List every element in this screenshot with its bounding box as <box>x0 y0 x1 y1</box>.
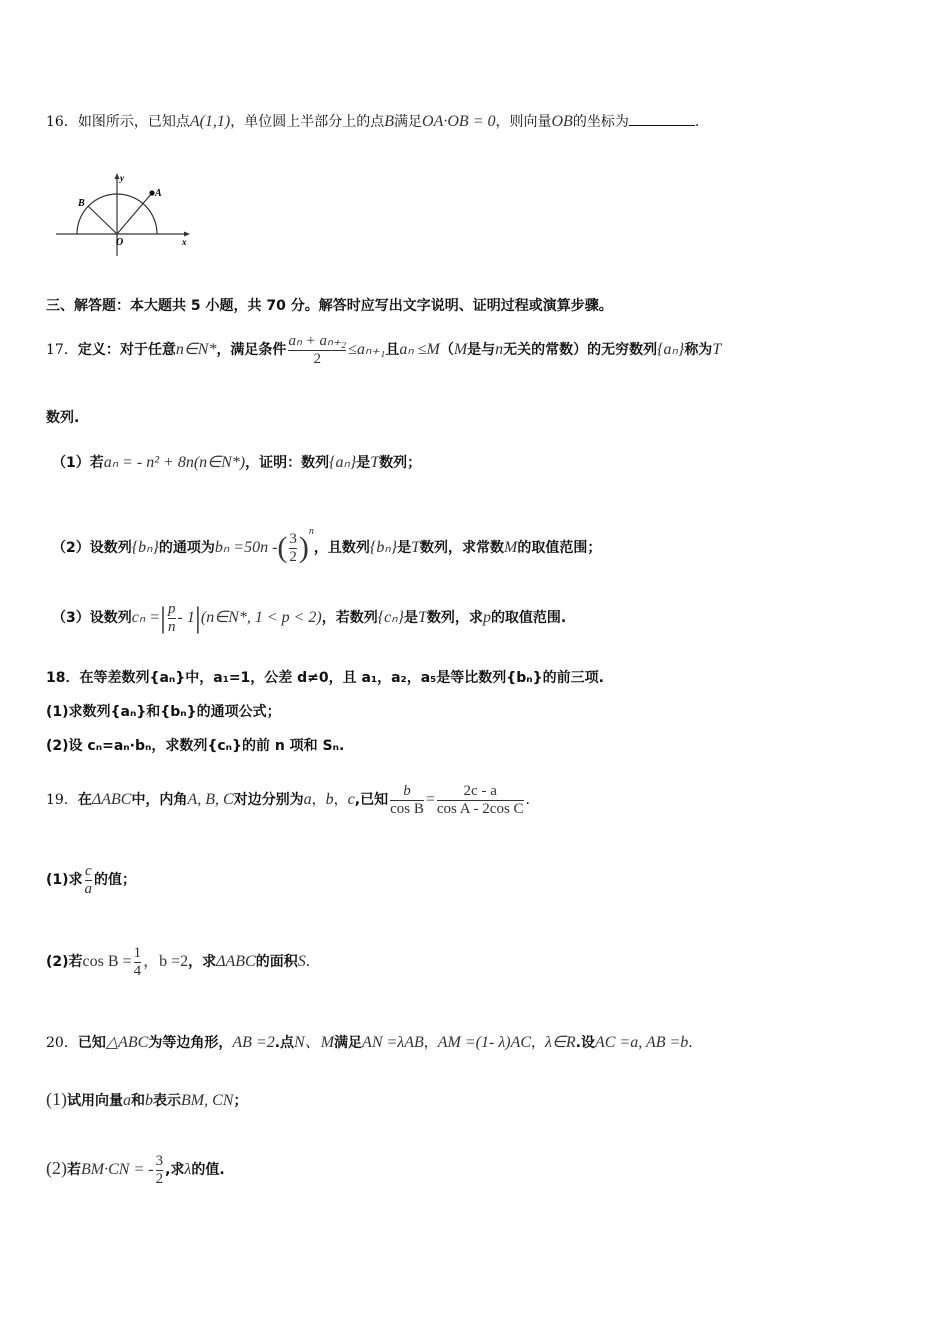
label-b: B <box>78 198 85 209</box>
q17-part2: （2）设数列{bₙ}的通项为bₙ =50n -( $\frac{3}{2}$ )$^n$，且数列{bₙ}是T数列，求常数M的取值范围； <box>52 526 602 565</box>
q17-part1: （1）若aₙ = - n² + 8n(n∈N*)，证明：数列{aₙ}是T数列； <box>52 454 422 471</box>
dot-product-condition: OA·OB = 0 <box>422 113 496 130</box>
unit-circle-figure <box>52 170 202 260</box>
point-a: A(1,1) <box>189 113 231 130</box>
q19-line: 19．在ΔABC中，内角A, B, C对边分别为a，b，c,已知 $\frac{b}{\text{cos B}}$ = $\frac{2c - a}{\text{cos A - 2cos C}}$ . <box>46 782 530 817</box>
label-a: A <box>155 188 162 199</box>
point-a-marker <box>149 190 154 195</box>
q17-fraction: $\frac{\text{aₙ + aₙ₊₂}}{2}$ <box>288 332 347 367</box>
answer-blank <box>629 113 695 126</box>
segment-oa <box>117 193 152 234</box>
q16-line: 16．如图所示，已知点A(1,1)，单位圆上半部分上的点B满足OA·OB = 0，则向量OB的坐标为 . <box>46 113 700 130</box>
q20-part2: (2)若BM·CN = - $\frac{3}{2}$ ,求λ的值. <box>46 1152 225 1187</box>
q20-part1: (1)试用向量a和b表示BM, CN； <box>46 1089 248 1109</box>
label-o: O <box>116 237 124 248</box>
q20-line: 20．已知△ABC为等边角形，AB =2.点N、M满足AN =λAB，AM =(1- λ)AC，λ∈R.设AC =a, AB =b. <box>46 1034 693 1051</box>
section-3-heading: 三、解答题：本大题共 5 小题，共 70 分。解答时应写出文字说明、证明过程或演算步骤。 <box>46 298 613 314</box>
q19-part2: (2)若cos B = $\frac{1}{4}$ ，b =2，求ΔABC的面积S. <box>46 944 311 979</box>
segment-ob <box>88 206 117 234</box>
q18-line2: (1)求数列{aₙ}和{bₙ}的通项公式； <box>46 704 281 720</box>
label-x: x <box>182 237 187 247</box>
q17-part3: （3）设数列cₙ =| $\frac{p}{n}$ - 1|(n∈N*, 1 < p < 2)，若数列{cₙ}是T数列，求p的取值范围. <box>52 600 567 635</box>
q19-part1: (1)求 $\frac{c}{a}$ 的值； <box>46 862 137 897</box>
q18-line1: 18．在等差数列{aₙ}中，a₁=1，公差 d≠0，且 a₁，a₂，a₅是等比数列{bₙ}的前三项. <box>46 670 604 686</box>
x-axis-arrow-icon <box>184 232 190 237</box>
q18-line3: (2)设 cₙ=aₙ·bₙ，求数列{cₙ}的前 n 项和 Sₙ. <box>46 738 345 754</box>
q17-continuation: 数列. <box>46 410 80 426</box>
q16-number: 16． <box>46 114 78 130</box>
y-axis-arrow-icon <box>115 173 120 179</box>
q17-line: 17．定义：对于任意n∈N*，满足条件 $\frac{\text{aₙ + aₙ₊₂}}{2}$ ≤aₙ₊₁且aₙ ≤M（M是与n无关的常数）的无穷数列{aₙ}称为T <box>46 332 722 367</box>
label-y: y <box>120 173 124 183</box>
